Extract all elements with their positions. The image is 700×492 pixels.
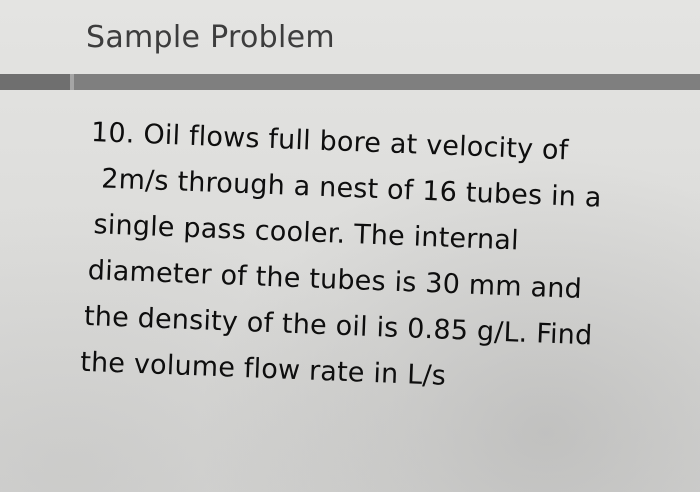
- problem-line: single pass cooler. The internal: [93, 209, 520, 257]
- problem-line: the density of the oil is 0.85 g/L. Find: [83, 300, 593, 352]
- problem-line: 10. Oil flows full bore at velocity of: [90, 116, 570, 167]
- problem-line: 2m/s through a nest of 16 tubes in a: [100, 163, 603, 214]
- section-title: Sample Problem: [86, 20, 335, 55]
- problem-line: diameter of the tubes is 30 mm and: [87, 254, 583, 305]
- header-divider-bar: [0, 74, 700, 90]
- divider-notch: [70, 74, 74, 90]
- problem-text: [81, 110, 681, 408]
- problem-line: the volume flow rate in L/s: [79, 346, 447, 392]
- divider-left-shade: [0, 74, 70, 90]
